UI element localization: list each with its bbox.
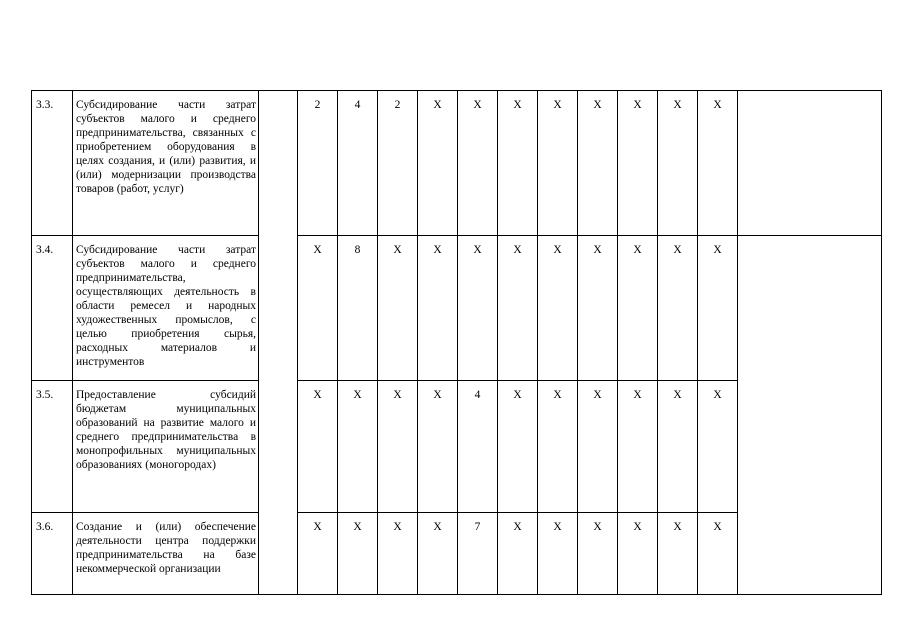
value-cell: 8 xyxy=(338,236,378,381)
value-cell: X xyxy=(538,513,578,595)
value-cell: X xyxy=(378,381,418,513)
value-cell: X xyxy=(618,91,658,236)
row-number: 3.6. xyxy=(32,513,73,595)
row-name-text: Создание и (или) обеспечение деятельности центра поддержки предпринимательства на базе некоммерческой организации xyxy=(76,521,256,575)
value-cell: X xyxy=(338,381,378,513)
value-cell: X xyxy=(458,91,498,236)
table-row xyxy=(32,91,882,236)
value-cell: X xyxy=(658,381,698,513)
value-cell: X xyxy=(298,236,338,381)
value-cell: X xyxy=(498,381,538,513)
blank-last-cell xyxy=(738,236,882,595)
row-name xyxy=(73,91,259,236)
value-cell: X xyxy=(618,381,658,513)
value-cell: X xyxy=(418,381,458,513)
value-cell: X xyxy=(498,91,538,236)
value-cell: X xyxy=(538,236,578,381)
value-cell: X xyxy=(418,236,458,381)
value-cell: X xyxy=(498,236,538,381)
value-cell: 2 xyxy=(378,91,418,236)
value-cell: X xyxy=(378,236,418,381)
value-cell: X xyxy=(298,513,338,595)
row-name xyxy=(73,513,259,595)
program-table xyxy=(31,90,882,595)
value-cell: X xyxy=(498,513,538,595)
value-cell: X xyxy=(578,236,618,381)
value-cell: 2 xyxy=(298,91,338,236)
value-cell: X xyxy=(298,381,338,513)
table-row xyxy=(32,236,882,381)
row-name-text: Субсидирование части затрат субъектов малого и среднего предпринимательства, осуществляющих деятельность в области ремесел и народных художественных промыслов, с целью приобретения сырья, расходных материалов и инструментов xyxy=(76,244,256,368)
value-cell: X xyxy=(578,513,618,595)
value-cell: X xyxy=(698,91,738,236)
blank-column xyxy=(259,91,298,595)
row-name xyxy=(73,381,259,513)
value-cell: 4 xyxy=(458,381,498,513)
row-name-text: Предоставление субсидий бюджетам муниципальных образований на развитие малого и среднего предпринимательства в монопрофильных муниципальных образованиях (моногородах) xyxy=(76,389,256,471)
value-cell: X xyxy=(578,381,618,513)
row-number: 3.5. xyxy=(32,381,73,513)
value-cell: X xyxy=(658,236,698,381)
value-cell: X xyxy=(618,236,658,381)
value-cell: X xyxy=(618,513,658,595)
row-name xyxy=(73,236,259,381)
row-name-text: Субсидирование части затрат субъектов малого и среднего предпринимательства, связанных с приобретением оборудования в целях создания, и (или) развития, и (или) модернизации производства товаров (работ, услуг) xyxy=(76,99,256,195)
value-cell: X xyxy=(418,91,458,236)
value-cell: X xyxy=(418,513,458,595)
row-number: 3.4. xyxy=(32,236,73,381)
value-cell: X xyxy=(458,236,498,381)
blank-last-cell xyxy=(738,91,882,236)
value-cell: 7 xyxy=(458,513,498,595)
value-cell: X xyxy=(658,513,698,595)
value-cell: X xyxy=(538,91,578,236)
value-cell: 4 xyxy=(338,91,378,236)
row-number: 3.3. xyxy=(32,91,73,236)
value-cell: X xyxy=(578,91,618,236)
value-cell: X xyxy=(698,236,738,381)
value-cell: X xyxy=(658,91,698,236)
value-cell: X xyxy=(538,381,578,513)
value-cell: X xyxy=(698,513,738,595)
value-cell: X xyxy=(338,513,378,595)
value-cell: X xyxy=(378,513,418,595)
value-cell: X xyxy=(698,381,738,513)
